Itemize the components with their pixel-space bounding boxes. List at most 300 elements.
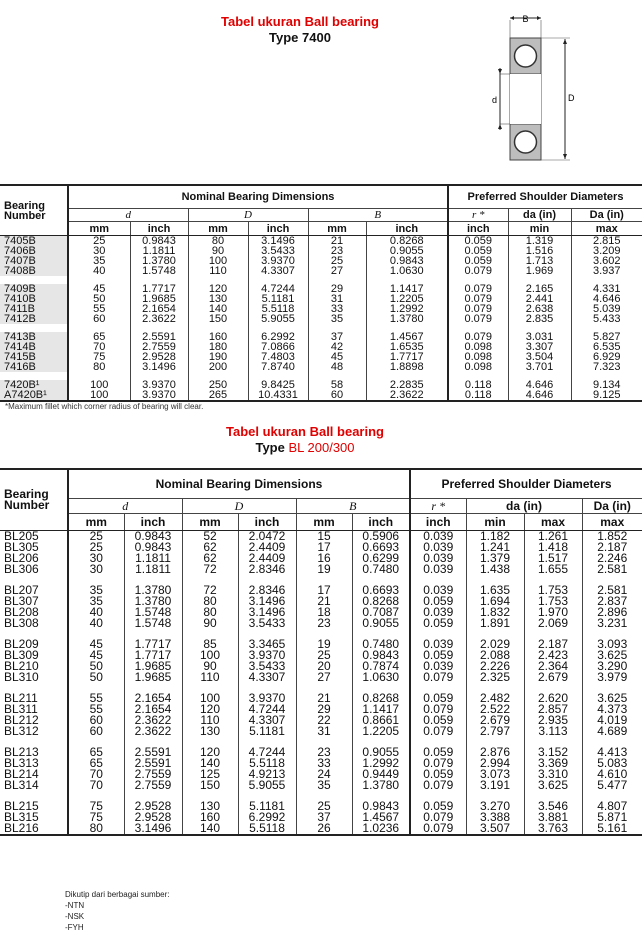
value-cell	[571, 236, 642, 277]
value-cell	[296, 639, 352, 683]
table-cell-value: 3.9370	[248, 648, 286, 662]
table-cell-value: 100	[208, 255, 228, 267]
table-cell-value: 110	[200, 713, 220, 727]
table-cell-value: 3.9370	[142, 389, 176, 401]
table-cell-value: 140	[199, 756, 221, 770]
table-cell-value: 2.5591	[134, 745, 172, 759]
value-cell	[466, 693, 524, 737]
table-cell-value: 1.7717	[142, 283, 176, 295]
table-cell-value: 27	[330, 265, 344, 277]
table-cell-value: 17	[317, 540, 331, 554]
bearing-number: BL309	[4, 648, 39, 662]
table-cell-value: 4.9213	[248, 767, 286, 781]
bearing-number: BL307	[4, 594, 39, 608]
table-cell-value: 30	[89, 562, 103, 576]
table-cell-value: 0.059	[464, 245, 493, 257]
table1-title	[200, 14, 400, 46]
value-cell	[308, 332, 366, 372]
table-cell-value: 3.1496	[142, 361, 176, 373]
bearing-number: BL207	[4, 583, 39, 597]
value-cell	[68, 585, 124, 629]
table-cell-value: 42	[330, 341, 344, 353]
table-cell-value: 0.059	[464, 255, 493, 267]
table-cell-value: 5.1181	[249, 799, 285, 813]
bearing-number: BL215	[4, 799, 39, 813]
table-cell-value: 0.9843	[362, 648, 400, 662]
table-cell-value: 1.3780	[134, 583, 172, 597]
table-cell-value: 0.059	[464, 235, 493, 247]
table-cell-value: 0.7874	[362, 659, 400, 673]
table-cell-value: 140	[199, 821, 221, 835]
table-cell-value: 0.118	[464, 379, 492, 391]
table-cell-value: 2.5591	[134, 756, 172, 770]
unit-mm: mm	[68, 222, 130, 236]
bearing-number: 7414B	[4, 341, 36, 353]
table-cell-value: 3.9370	[261, 255, 295, 267]
table-cell-value: 0.6299	[362, 551, 400, 565]
table-cell-value: 0.9055	[362, 616, 400, 630]
table-cell-value: 1.3780	[389, 313, 424, 325]
table-cell-value: 0.6693	[362, 540, 400, 554]
table-cell-value: 0.059	[423, 745, 454, 759]
table-cell-value: 33	[330, 303, 344, 315]
table-cell-value: 45	[93, 283, 106, 295]
table-cell-value: 1.4567	[362, 810, 400, 824]
table-cell-value: 4.413	[597, 745, 628, 759]
table-cell-value: 110	[209, 265, 227, 277]
table-cell-value: 0.9843	[134, 540, 172, 554]
table-cell-value: 4.7244	[248, 745, 286, 759]
table-cell-value: 37	[330, 331, 344, 343]
value-cell	[296, 531, 352, 576]
value-cell	[248, 332, 308, 372]
value-cell	[366, 332, 448, 372]
table-cell-value: 3.5433	[248, 659, 286, 673]
table-cell-value: 0.059	[423, 767, 454, 781]
table-cell-value: 3.763	[537, 821, 569, 835]
value-cell	[182, 747, 238, 791]
table-cell-value: 70	[89, 778, 103, 792]
table-cell-value: 1.319	[525, 235, 554, 247]
table-cell-value: 35	[93, 255, 106, 267]
unit-inch: inch	[366, 222, 448, 236]
value-cell	[352, 639, 410, 683]
table-cell-value: 2.9528	[134, 799, 172, 813]
unit-mm: mm	[296, 514, 352, 531]
table-cell-value: 65	[89, 745, 103, 759]
table-cell-value: 27	[317, 670, 331, 684]
table-cell-value: 0.059	[423, 616, 454, 630]
value-cell	[524, 693, 582, 737]
table-cell-value: 45	[330, 351, 344, 363]
table-cell-value: 0.079	[423, 670, 454, 684]
bearing-number: 7405B	[4, 235, 36, 247]
value-cell	[188, 380, 248, 401]
unit-max: max	[571, 222, 642, 236]
unit-inch: inch	[410, 514, 466, 531]
table-cell-value: 250	[208, 379, 228, 391]
header-number: Number	[4, 498, 50, 512]
table-cell-value: 0.7087	[362, 605, 400, 619]
bearing-cross-section-diagram	[485, 8, 585, 173]
table-cell-value: 0.079	[423, 724, 454, 738]
table-cell-value: 15	[317, 529, 331, 543]
table-cell-value: 5.161	[597, 821, 628, 835]
table-cell-value: 0.059	[423, 691, 454, 705]
table-cell-value: 0.039	[423, 551, 454, 565]
table-cell-value: 2.3622	[142, 313, 176, 325]
table-cell-value: 3.625	[537, 778, 569, 792]
table-cell-value: 2.226	[479, 659, 511, 673]
table-cell-value: 1.7717	[134, 637, 172, 651]
table-cell-value: 30	[89, 551, 103, 565]
value-cell	[248, 380, 308, 401]
table-cell-value: 3.031	[525, 331, 554, 343]
diagram-label-d: d	[492, 95, 498, 105]
bearing-number-cell	[0, 332, 68, 372]
table-cell-value: 0.079	[423, 810, 454, 824]
table-cell-value: 0.9055	[389, 245, 424, 257]
table-cell-value: 0.118	[464, 389, 492, 401]
title2-type-word: Type	[255, 440, 285, 455]
table-cell-value: 35	[330, 313, 344, 325]
value-cell	[524, 747, 582, 791]
table-cell-value: 1.9685	[134, 670, 172, 684]
table-row-group	[0, 332, 642, 372]
unit-inch: inch	[248, 222, 308, 236]
value-cell	[410, 531, 466, 576]
table-row-group	[0, 585, 642, 629]
table-cell-value: 0.059	[423, 594, 454, 608]
table-cell-value: 0.039	[423, 540, 454, 554]
table-cell-value: 2.9528	[142, 351, 176, 363]
table-cell-value: 5.9055	[248, 778, 286, 792]
value-cell	[68, 284, 130, 324]
table-cell-value: 24	[317, 767, 331, 781]
nominal-dimensions-header: Nominal Bearing Dimensions	[68, 185, 448, 209]
source-item: -FYH	[65, 923, 84, 932]
table-cell-value: 0.039	[423, 529, 454, 543]
table-cell-value: 90	[211, 245, 225, 257]
table-cell-value: 2.8346	[248, 583, 286, 597]
value-cell	[524, 639, 582, 683]
table-cell-value: 35	[89, 583, 103, 597]
table-cell-value: 5.477	[597, 778, 628, 792]
table-cell-value: 1.3780	[362, 778, 400, 792]
table-cell-value: 2.088	[479, 648, 511, 662]
table-row-group	[0, 801, 642, 835]
unit-mm: mm	[182, 514, 238, 531]
table-cell-value: 100	[90, 389, 109, 401]
table-cell-value: 1.970	[537, 605, 569, 619]
table-cell-value: 1.753	[537, 583, 569, 597]
bearing-number-cell	[0, 284, 68, 324]
table-cell-value: 0.7480	[362, 562, 400, 576]
table-cell-value: 4.7244	[261, 283, 295, 295]
table-cell-value: 4.3307	[248, 713, 286, 727]
table-cell-value: 2.620	[537, 691, 569, 705]
value-cell	[68, 531, 124, 576]
table-cell-value: 1.1811	[135, 562, 171, 576]
header-d-symbol: d	[68, 209, 188, 222]
table-cell-value: 1.1417	[389, 283, 424, 295]
table-cell-value: 80	[93, 361, 106, 373]
table-cell-value: 1.438	[479, 562, 511, 576]
table-cell-value: 60	[93, 313, 106, 325]
table-cell-value: 1.5748	[134, 616, 172, 630]
table-cell-value: 2.837	[597, 594, 628, 608]
value-cell	[582, 693, 642, 737]
preferred-shoulder-header: Preferred Shoulder Diameters	[448, 185, 642, 209]
table-cell-value: 6.2992	[261, 331, 295, 343]
value-cell	[182, 585, 238, 629]
table-cell-value: 2.896	[597, 605, 628, 619]
table-cell-value: 4.610	[597, 767, 628, 781]
table-cell-value: 60	[89, 724, 103, 738]
table-cell-value: 2.187	[537, 637, 569, 651]
table-cell-value: 22	[317, 713, 331, 727]
table-cell-value: 0.8268	[362, 691, 400, 705]
table-cell-value: 0.059	[423, 648, 454, 662]
table-cell-value: 0.079	[423, 821, 454, 835]
value-cell	[68, 801, 124, 835]
table-cell-value: 1.5748	[142, 265, 176, 277]
table-7400-series	[0, 184, 642, 402]
table-cell-value: 2.165	[525, 283, 554, 295]
table-cell-value: 0.9843	[142, 235, 176, 247]
table-cell-value: 2.7559	[134, 778, 172, 792]
bearing-number: BL305	[4, 540, 39, 554]
table-cell-value: 3.1496	[248, 605, 286, 619]
value-cell	[188, 236, 248, 277]
table-cell-value: 25	[317, 799, 331, 813]
table-cell-value: 3.546	[537, 799, 569, 813]
unit-inch: inch	[238, 514, 296, 531]
value-cell	[410, 585, 466, 629]
table-cell-value: 2.5591	[142, 331, 176, 343]
table-cell-value: 1.3780	[134, 594, 172, 608]
table-cell-value: 5.5118	[261, 303, 295, 315]
header-da: da (in)	[508, 209, 571, 222]
value-cell	[582, 801, 642, 835]
value-cell	[524, 531, 582, 576]
value-cell	[466, 585, 524, 629]
table-cell-value: 1.9685	[142, 293, 176, 305]
table-cell-value: 48	[330, 361, 344, 373]
value-cell	[188, 332, 248, 372]
value-cell	[238, 531, 296, 576]
table-cell-value: 3.1496	[134, 821, 172, 835]
value-cell	[248, 236, 308, 277]
table-cell-value: 4.646	[525, 379, 554, 391]
bearing-number: BL315	[4, 810, 39, 824]
value-cell	[571, 284, 642, 324]
table-cell-value: 0.079	[464, 331, 493, 343]
table-cell-value: 20	[317, 659, 331, 673]
table-cell-value: 1.2205	[362, 724, 400, 738]
value-cell	[182, 639, 238, 683]
table-cell-value: 5.827	[592, 331, 621, 343]
table-cell-value: 1.6535	[389, 341, 424, 353]
unit-min: min	[466, 514, 524, 531]
header-Da: Da (in)	[582, 499, 642, 514]
table-cell-value: 3.701	[525, 361, 554, 373]
header-D-symbol: D	[188, 209, 308, 222]
value-cell	[238, 693, 296, 737]
table-cell-value: 2.2835	[389, 379, 424, 391]
value-cell	[296, 693, 352, 737]
value-cell	[582, 585, 642, 629]
table-cell-value: 40	[89, 605, 103, 619]
table-cell-value: 2.679	[537, 670, 569, 684]
table-cell-value: 58	[330, 379, 344, 391]
table-cell-value: 1.694	[479, 594, 511, 608]
table-cell-value: 0.9843	[362, 799, 400, 813]
table-cell-value: 1.7717	[134, 648, 172, 662]
table-cell-value: 4.3307	[248, 670, 286, 684]
title2-line1: Tabel ukuran Ball bearing	[226, 424, 384, 439]
unit-inch: inch	[352, 514, 410, 531]
unit-mm: mm	[188, 222, 248, 236]
source-item: -NSK	[65, 912, 85, 921]
value-cell	[352, 801, 410, 835]
value-cell	[508, 380, 571, 401]
table-cell-value: 3.388	[479, 810, 511, 824]
table-cell-value: 1.753	[537, 594, 569, 608]
table-cell-value: 1.0630	[389, 265, 424, 277]
value-cell	[130, 284, 188, 324]
table-cell-value: 1.891	[479, 616, 511, 630]
table-cell-value: 3.113	[538, 724, 568, 738]
table-cell-value: 45	[89, 637, 103, 651]
table-cell-value: 140	[208, 303, 228, 315]
bearing-number: BL216	[4, 821, 39, 835]
table-cell-value: 0.039	[423, 562, 454, 576]
table-cell-value: 70	[93, 341, 106, 353]
table-cell-value: 60	[330, 389, 344, 401]
table-cell-value: 25	[317, 648, 331, 662]
table-cell-value: 5.1181	[249, 724, 285, 738]
table-cell-value: 31	[317, 724, 331, 738]
value-cell	[124, 801, 182, 835]
table-cell-value: 190	[208, 351, 228, 363]
table-cell-value: 55	[89, 691, 103, 705]
source-item: -NTN	[65, 901, 85, 910]
table-cell-value: 90	[203, 616, 217, 630]
table-cell-value: 52	[203, 529, 217, 543]
table-cell-value: 2.7559	[142, 341, 176, 353]
value-cell	[352, 747, 410, 791]
bearing-number: 7407B	[4, 255, 36, 267]
table-cell-value: 3.9370	[142, 379, 176, 391]
value-cell	[68, 380, 130, 401]
table-cell-value: 30	[93, 245, 106, 257]
table-cell-value: 0.079	[464, 303, 493, 315]
table-cell-value: 2.441	[525, 293, 554, 305]
table-cell-value: 4.689	[597, 724, 628, 738]
value-cell	[182, 801, 238, 835]
header-bearing: Bearing	[4, 199, 45, 212]
unit-inch: inch	[124, 514, 182, 531]
value-cell	[582, 639, 642, 683]
value-cell	[524, 585, 582, 629]
value-cell	[296, 747, 352, 791]
value-cell	[248, 284, 308, 324]
table-cell-value: 5.5118	[249, 821, 285, 835]
table-cell-value: 2.3622	[134, 724, 172, 738]
table-cell-value: 1.261	[537, 529, 569, 543]
table-cell-value: 5.083	[597, 756, 628, 770]
header-r-symbol: r *	[448, 209, 508, 222]
table-cell-value: 16	[317, 551, 331, 565]
table-cell-value: 75	[89, 810, 103, 824]
table-cell-value: 110	[200, 670, 220, 684]
table-cell-value: 3.152	[537, 745, 569, 759]
table-cell-value: 62	[203, 551, 217, 565]
value-cell	[448, 380, 508, 401]
value-cell	[296, 585, 352, 629]
table-cell-value: 120	[199, 702, 221, 716]
value-cell	[366, 284, 448, 324]
table-cell-value: 1.1811	[142, 245, 176, 257]
table-cell-value: 4.7244	[248, 702, 286, 716]
table-cell-value: 9.125	[592, 389, 621, 401]
bearing-number-header	[0, 469, 68, 531]
table-cell-value: 2.581	[597, 583, 628, 597]
table-cell-value: 3.507	[479, 821, 511, 835]
table-row-group	[0, 693, 642, 737]
table-cell-value: 4.3307	[261, 265, 295, 277]
table-cell-value: 80	[203, 605, 217, 619]
value-cell	[124, 693, 182, 737]
table-cell-value: 3.093	[597, 637, 628, 651]
table-cell-value: 0.098	[464, 361, 493, 373]
value-cell	[508, 236, 571, 277]
table-cell-value: 1.9685	[134, 659, 172, 673]
table-cell-value: 72	[203, 562, 217, 576]
table-cell-value: 0.039	[423, 605, 454, 619]
table-cell-value: 150	[199, 778, 221, 792]
table-cell-value: 2.069	[537, 616, 569, 630]
title1-line2: Type 7400	[269, 30, 331, 45]
table-cell-value: 1.852	[597, 529, 628, 543]
table-cell-value: 1.713	[525, 255, 554, 267]
table-cell-value: 5.9055	[261, 313, 295, 325]
bearing-number: BL208	[4, 605, 39, 619]
bearing-number: BL311	[4, 702, 38, 716]
value-cell	[508, 284, 571, 324]
bearing-number: BL312	[4, 724, 39, 738]
diagram-label-D: D	[568, 93, 575, 103]
table-cell-value: 3.307	[525, 341, 554, 353]
table-cell-value: 23	[317, 745, 331, 759]
title1-line1: Tabel ukuran Ball bearing	[221, 14, 379, 29]
unit-inch: inch	[448, 222, 508, 236]
value-cell	[524, 801, 582, 835]
header-B-symbol: B	[308, 209, 448, 222]
value-cell	[182, 693, 238, 737]
table-cell-value: 7.8740	[261, 361, 295, 373]
value-cell	[466, 747, 524, 791]
table-cell-value: 21	[317, 691, 331, 705]
bearing-number: BL205	[4, 529, 39, 543]
table-cell-value: 50	[89, 659, 103, 673]
table-cell-value: 3.191	[479, 778, 511, 792]
table-cell-value: 0.079	[423, 756, 454, 770]
table-row-group	[0, 747, 642, 791]
table-cell-value: 70	[89, 767, 103, 781]
table-cell-value: 6.2992	[248, 810, 286, 824]
